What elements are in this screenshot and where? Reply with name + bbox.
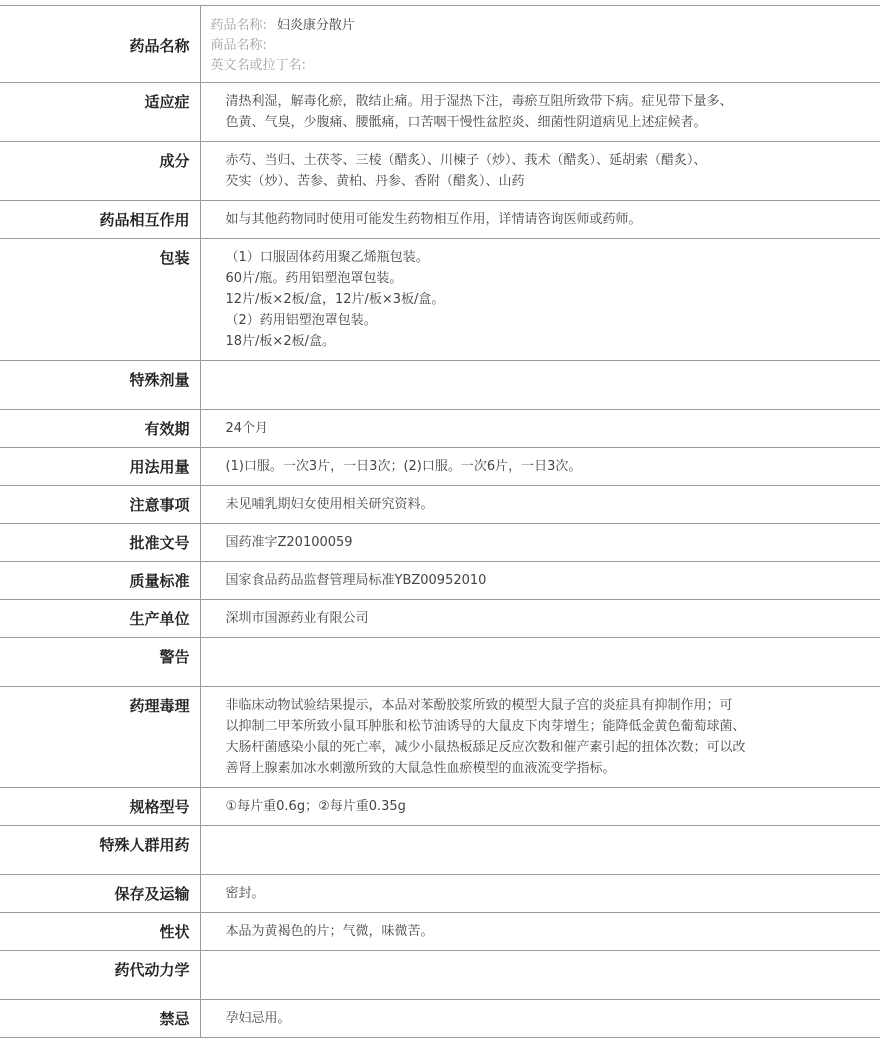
info-row bbox=[0, 951, 880, 1000]
row-value bbox=[200, 951, 880, 1000]
info-row bbox=[0, 239, 880, 361]
row-value bbox=[200, 83, 880, 142]
info-row bbox=[0, 562, 880, 600]
english-name-line bbox=[211, 56, 871, 76]
trade-name-line bbox=[211, 36, 871, 56]
empty-value bbox=[226, 646, 861, 678]
value-line: 密封。 bbox=[225, 886, 265, 901]
value-line: 清热利湿，解毒化瘀，散结止痛。用于湿热下注，毒瘀互阻所致带下病。症见带下量多、 bbox=[225, 94, 733, 109]
empty-value bbox=[226, 369, 861, 401]
row-value bbox=[200, 638, 880, 687]
value-line: 国药准字Z20100059 bbox=[225, 535, 353, 550]
row-label: 药理毒理 bbox=[0, 687, 200, 788]
row-label: 禁忌 bbox=[0, 1000, 200, 1038]
row-label: 生产单位 bbox=[0, 600, 200, 638]
row-value bbox=[200, 239, 880, 361]
value-line: 60片/瓶。药用铝塑泡罩包装。 bbox=[225, 271, 403, 286]
value-line: 本品为黄褐色的片；气微，味微苦。 bbox=[225, 924, 434, 939]
trade-name-key: 商品名称: bbox=[210, 38, 267, 53]
info-row bbox=[0, 201, 880, 239]
row-label: 性状 bbox=[0, 913, 200, 951]
value-line: 孕妇忌用。 bbox=[225, 1011, 291, 1026]
info-row bbox=[0, 524, 880, 562]
row-value bbox=[200, 1000, 880, 1038]
row-value bbox=[200, 361, 880, 410]
value-line: 芡实（炒）、苦参、黄柏、丹参、香附（醋炙）、山药 bbox=[225, 174, 525, 189]
row-value bbox=[200, 410, 880, 448]
row-label: 药品相互作用 bbox=[0, 201, 200, 239]
row-value bbox=[200, 142, 880, 201]
row-value bbox=[200, 826, 880, 875]
info-row bbox=[0, 913, 880, 951]
info-row bbox=[0, 875, 880, 913]
value-line: 深圳市国源药业有限公司 bbox=[225, 611, 369, 626]
value-line: 赤芍、当归、土茯苓、三棱（醋炙）、川楝子（炒）、莪术（醋炙）、延胡索（醋炙）、 bbox=[225, 153, 707, 168]
value-line: （2）药用铝塑泡罩包装。 bbox=[225, 313, 377, 328]
row-label: 成分 bbox=[0, 142, 200, 201]
info-row bbox=[0, 83, 880, 142]
row-label: 特殊人群用药 bbox=[0, 826, 200, 875]
info-row bbox=[0, 410, 880, 448]
info-row bbox=[0, 600, 880, 638]
value-line: 24个月 bbox=[225, 421, 269, 436]
info-row bbox=[0, 448, 880, 486]
row-label: 注意事项 bbox=[0, 486, 200, 524]
value-line: (1)口服。一次3片，一日3次；(2)口服。一次6片，一日3次。 bbox=[225, 459, 582, 474]
row-value bbox=[200, 201, 880, 239]
value-line: 大肠杆菌感染小鼠的死亡率，减少小鼠热板舔足反应次数和催产素引起的扭体次数；可以改 bbox=[225, 740, 746, 755]
value-line: 未见哺乳期妇女使用相关研究资料。 bbox=[225, 497, 434, 512]
row-drug-name bbox=[0, 6, 880, 83]
generic-name-key: 药品名称: bbox=[210, 18, 267, 33]
row-label: 有效期 bbox=[0, 410, 200, 448]
value-line: 如与其他药物同时使用可能发生药物相互作用，详情请咨询医师或药师。 bbox=[225, 212, 642, 227]
empty-value bbox=[226, 834, 861, 866]
row-value bbox=[200, 486, 880, 524]
row-value bbox=[200, 875, 880, 913]
drug-name-values bbox=[200, 6, 880, 83]
row-label: 质量标准 bbox=[0, 562, 200, 600]
value-line: （1）口服固体药用聚乙烯瓶包装。 bbox=[225, 250, 429, 265]
row-value bbox=[200, 687, 880, 788]
generic-name-line bbox=[211, 16, 871, 36]
info-row bbox=[0, 638, 880, 687]
info-row bbox=[0, 361, 880, 410]
row-value bbox=[200, 788, 880, 826]
info-row bbox=[0, 486, 880, 524]
row-label: 特殊剂量 bbox=[0, 361, 200, 410]
generic-name-value: 妇炎康分散片 bbox=[276, 18, 355, 33]
row-label: 保存及运输 bbox=[0, 875, 200, 913]
row-value bbox=[200, 448, 880, 486]
value-line: 18片/板×2板/盒。 bbox=[225, 334, 335, 349]
row-value bbox=[200, 600, 880, 638]
drug-info-table bbox=[0, 5, 880, 1038]
info-row bbox=[0, 142, 880, 201]
info-row bbox=[0, 687, 880, 788]
row-value bbox=[200, 913, 880, 951]
row-label: 药代动力学 bbox=[0, 951, 200, 1000]
info-row bbox=[0, 826, 880, 875]
row-label: 规格型号 bbox=[0, 788, 200, 826]
value-line: 色黄、气臭，少腹痛、腰骶痛，口苦咽干慢性盆腔炎、细菌性阴道病见上述症候者。 bbox=[225, 115, 707, 130]
row-label: 药品名称 bbox=[0, 6, 200, 83]
empty-value bbox=[226, 959, 861, 991]
drug-info-sheet bbox=[0, 5, 880, 1038]
row-label: 批准文号 bbox=[0, 524, 200, 562]
row-label: 警告 bbox=[0, 638, 200, 687]
value-line: 以抑制二甲苯所致小鼠耳肿胀和松节油诱导的大鼠皮下肉芽增生；能降低金黄色葡萄球菌、 bbox=[225, 719, 746, 734]
row-label: 包装 bbox=[0, 239, 200, 361]
value-line: 12片/板×2板/盒，12片/板×3板/盒。 bbox=[225, 292, 445, 307]
row-value bbox=[200, 562, 880, 600]
value-line: 善肾上腺素加冰水刺激所致的大鼠急性血瘀模型的血液流变学指标。 bbox=[225, 761, 616, 776]
value-line: 非临床动物试验结果提示，本品对苯酚胶浆所致的模型大鼠子宫的炎症具有抑制作用；可 bbox=[225, 698, 733, 713]
english-name-key: 英文名或拉丁名: bbox=[210, 58, 306, 73]
row-label: 用法用量 bbox=[0, 448, 200, 486]
value-line: ①每片重0.6g；②每片重0.35g bbox=[225, 799, 406, 814]
info-row bbox=[0, 788, 880, 826]
row-value bbox=[200, 524, 880, 562]
info-row bbox=[0, 1000, 880, 1038]
value-line: 国家食品药品监督管理局标准YBZ00952010 bbox=[225, 573, 487, 588]
row-label: 适应症 bbox=[0, 83, 200, 142]
